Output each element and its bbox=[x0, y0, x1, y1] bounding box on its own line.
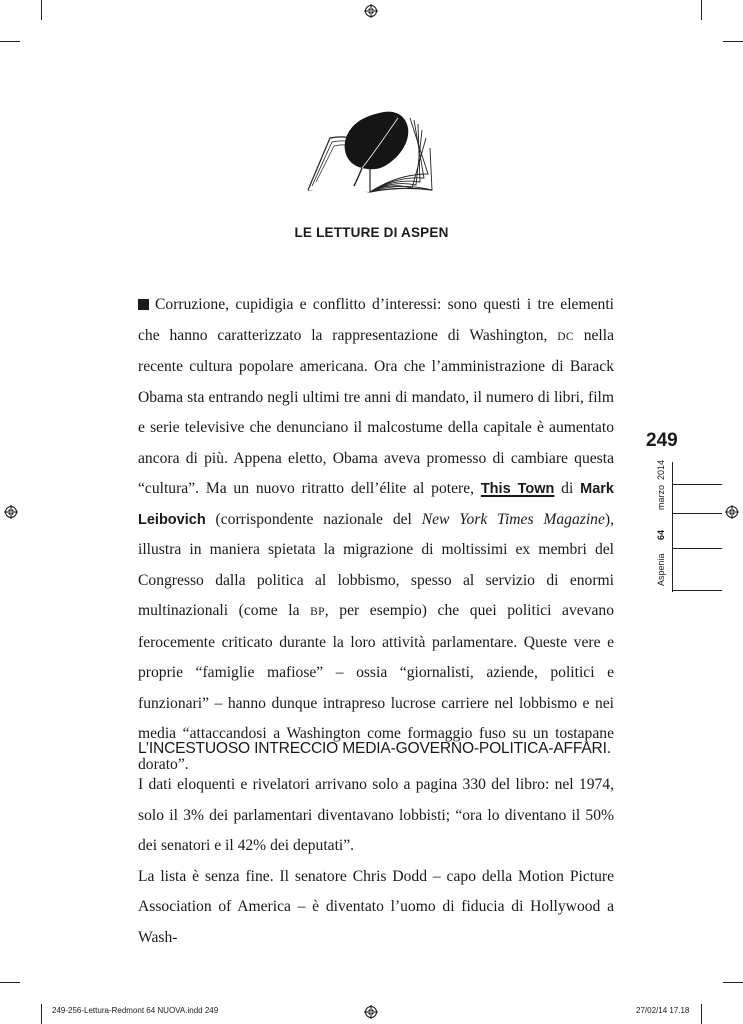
subheading: L’INCESTUOSO INTRECCIO MEDIA-GOVERNO-POLITICA-AFFARI. bbox=[138, 740, 611, 757]
crop-mark bbox=[723, 41, 743, 42]
margin-rule bbox=[672, 548, 722, 549]
section-title: LE LETTURE DI ASPEN bbox=[294, 225, 449, 240]
crop-mark bbox=[701, 1004, 702, 1024]
crop-mark bbox=[41, 1004, 42, 1024]
abbreviation-bp: BP bbox=[310, 606, 325, 618]
paragraph-statistics: I dati eloquenti e rivelatori arrivano solo a pagina 330 del libro: nel 1974, solo il 3% dei parlamentari diventavano lobbisti; “ora lo diventano il 50% dei senatori e il 42% dei deputati”. bbox=[138, 776, 614, 854]
body-paragraphs bbox=[138, 770, 614, 953]
crop-mark bbox=[41, 0, 42, 20]
paragraph-list: La lista è senza fine. Il senatore Chris Dodd – capo della Motion Picture Association of America – è diventato l’uomo di fiducia di Hollywood a Wash- bbox=[138, 867, 614, 946]
crop-mark bbox=[701, 0, 702, 20]
registration-mark-icon bbox=[364, 4, 378, 18]
paragraph-text: di bbox=[561, 480, 574, 497]
footer-file-info: 249-256-Lettura-Redmont 64 NUOVA.indd 249 bbox=[52, 1006, 219, 1015]
crop-mark bbox=[0, 41, 20, 42]
page-number: 249 bbox=[646, 430, 678, 451]
paragraph-text: (corrispondente nazionale del bbox=[215, 510, 412, 528]
paragraph-text: nella recente cultura popolare americana. Ora che l’amministrazione di Barack Obama sta entrando negli ultimi tre anni di mandato, il numero di libri, film e serie televisive che denunciano il malcostume della capitale è aumentato ancora di più. Appena eletto, Obama aveva promesso di cambiare questa “cultura”. Ma un nuovo ritratto dell’élite al potere, bbox=[138, 326, 615, 497]
book-author: Mark Leibovich bbox=[138, 481, 614, 528]
margin-journal: Aspenia bbox=[656, 553, 666, 586]
margin-rule bbox=[672, 484, 722, 485]
paragraph-text: , per esempio) che quei politici avevano ferocemente criticato durante la loro attività parlamentare. Queste vere e proprie “famiglie mafiose” – ossia “giornalisti, aziende, politici e funzionari” – hanno dunque intrapreso lucrose carriere nel lobbismo e nei media “attaccandosi a Washington come formaggio fuso su un tostapane dorato”. bbox=[138, 602, 614, 773]
registration-mark-icon bbox=[4, 505, 18, 519]
square-bullet-icon bbox=[138, 299, 149, 310]
crop-mark bbox=[0, 982, 20, 983]
margin-month: marzo bbox=[656, 484, 666, 510]
book-title: This Town bbox=[480, 481, 555, 497]
margin-rule bbox=[672, 462, 673, 592]
margin-rule bbox=[672, 590, 722, 591]
magazine-title: New York Times Magazine bbox=[421, 510, 605, 528]
registration-mark-icon bbox=[725, 505, 739, 519]
paragraph-text: ), illustra in maniera spietata la migrazione di moltissimi ex membri del Congresso dalla politica al lobbismo, spesso al servizio di enormi multinazionali (come la bbox=[138, 510, 614, 619]
footer-date-time: 27/02/14 17.18 bbox=[636, 1006, 690, 1015]
abbreviation-dc: DC bbox=[557, 330, 574, 343]
registration-mark-icon bbox=[364, 1005, 378, 1019]
paragraph-text: Corruzione, cupidigia e conflitto d’interessi: sono questi i tre elementi che hanno caratterizzato la rappresentazione di Washington, bbox=[138, 296, 614, 344]
margin-year: 2014 bbox=[656, 459, 666, 480]
margin-issue: 64 bbox=[656, 529, 666, 540]
crop-mark bbox=[723, 982, 743, 983]
book-with-leaf-logo bbox=[300, 108, 450, 200]
margin-rule bbox=[672, 513, 722, 514]
article-intro-paragraph bbox=[138, 290, 614, 780]
